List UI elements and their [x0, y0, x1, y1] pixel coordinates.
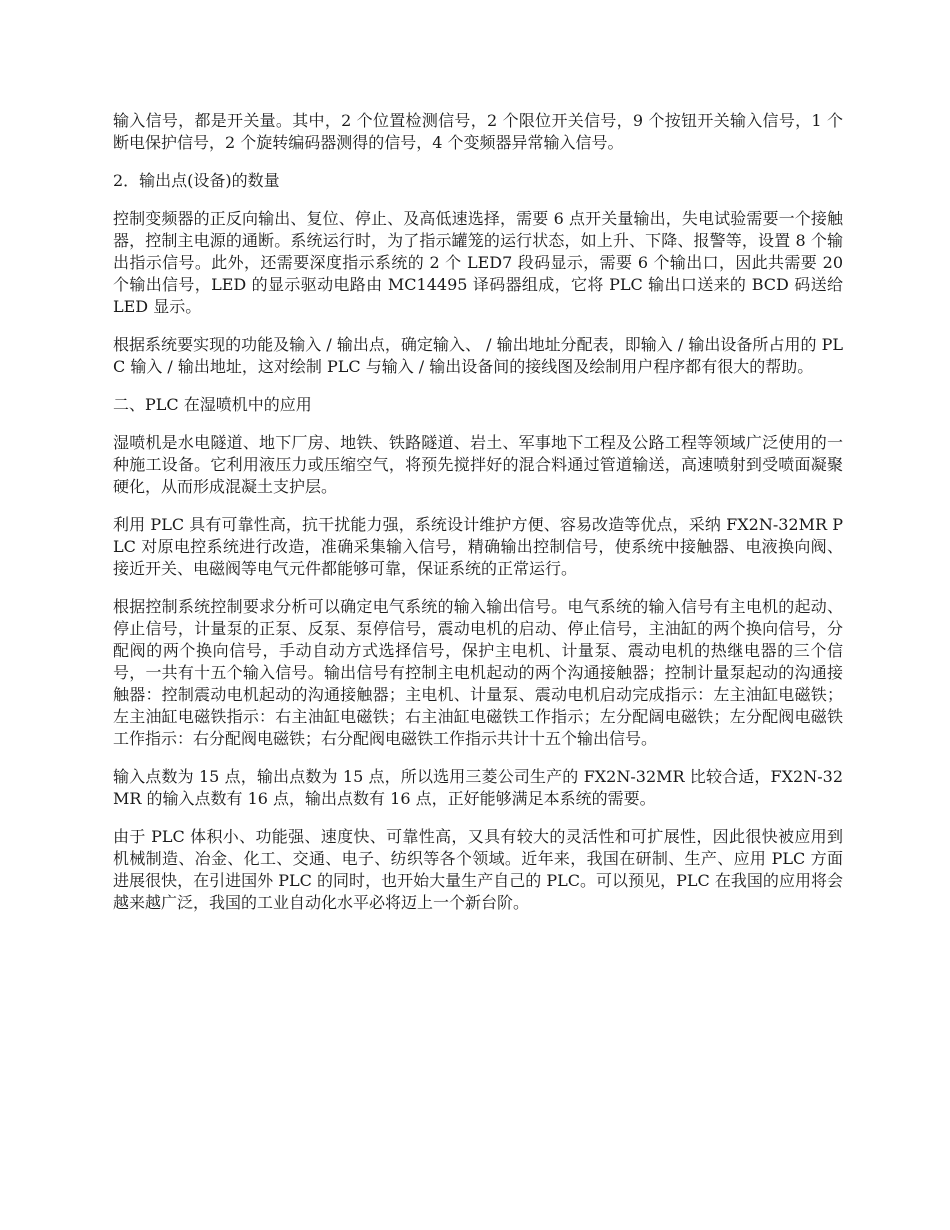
paragraph-conclusion: 由于 PLC 体积小、功能强、速度快、可靠性高，又具有较大的灵活性和可扩展性，因此很快被应用到机械制造、冶金、化工、交通、电子、纺织等各个领域。近年来，我国在研制、生产、应用 PLC 方面进展很快，在引进国外 PLC 的同时，也开始大量生产自己的 PLC。可以预见，PLC 在我国的应用将会越来越广泛，我国的工业自动化水平必将迈上一个新台阶。 [113, 827, 843, 912]
heading-wet-sprayer: 二、PLC 在湿喷机中的应用 [113, 395, 312, 414]
paragraph-io-signals: 根据控制系统控制要求分析可以确定电气系统的输入输出信号。电气系统的输入信号有主电机的起动、停止信号，计量泵的正泵、反泵、泵停信号，震动电机的启动、停止信号，主油缸的两个换向信号，分配阀的两个换向信号，手动自动方式选择信号，保护主电机、计量泵、震动电机的热继电器的三个信号，一共有十五个输入信号。输出信号有控制主电机起动的两个沟通接触器；控制计量泵起动的沟通接触器：控制震动电机起动的沟通接触器；主电机、计量泵、震动电机启动完成指示：左主油缸电磁铁；左主油缸电磁铁指示：右主油缸电磁铁；右主油缸电磁铁工作指示；左分配阔电磁铁；左分配阀电磁铁工作指示：右分配阀电磁铁；右分配阀电磁铁工作指示共计十五个输出信号。 [113, 597, 843, 748]
paragraph-output-devices: 控制变频器的正反向输出、复位、停止、及高低速选择，需要 6 点开关量输出，失电试验需要一个接触器，控制主电源的通断。系统运行时，为了指示罐笼的运行状态，如上升、下降、报警等，设置 8 个输出指示信号。此外，还需要深度指示系统的 2 个 LED7 段码显示，需要 6 个输出口，因此共需要 20 个输出信号，LED 的显示驱动电路由 MC14495 译码器组成，它将 PLC 输出口送来的 BCD 码送给 LED 显示。 [113, 209, 843, 316]
paragraph-io-count: 输入点数为 15 点，输出点数为 15 点，所以选用三菱公司生产的 FX2N-32MR 比较合适，FX2N-32MR 的输入点数有 16 点，输出点数有 16 点，正好能够满足本系统的需要。 [113, 767, 843, 808]
document-body [113, 110, 843, 930]
paragraph-input-signals: 输入信号，都是开关量。其中，2 个位置检测信号，2 个限位开关信号，9 个按钮开关输入信号，1 个断电保护信号，2 个旋转编码器测得的信号，4 个变频器异常输入信号。 [113, 111, 843, 152]
paragraph-wet-sprayer-intro: 湿喷机是水电隧道、地下厂房、地铁、铁路隧道、岩土、军事地下工程及公路工程等领域广泛使用的一种施工设备。它利用液压力或压缩空气，将预先搅拌好的混合料通过管道输送，高速喷射到受喷面凝聚硬化，从而形成混凝土支护层。 [113, 433, 843, 496]
paragraph-plc-advantages: 利用 PLC 具有可靠性高，抗干扰能力强，系统设计维护方便、容易改造等优点，采纳 FX2N-32MR PLC 对原电控系统进行改造，准确采集输入信号，精确输出控制信号，使系统中接触器、电液换向阀、接近开关、电磁阀等电气元件都能够可靠，保证系统的正常运行。 [113, 515, 843, 578]
heading-output-points: 2．输出点(设备)的数量 [113, 171, 280, 190]
paragraph-address-table: 根据系统要实现的功能及输入 / 输出点，确定输入、 / 输出地址分配表，即输入 / 输出设备所占用的 PLC 输入 / 输出地址，这对绘制 PLC 与输入 / 输出设备间的接线图及绘制用户程序都有很大的帮助。 [113, 335, 843, 376]
